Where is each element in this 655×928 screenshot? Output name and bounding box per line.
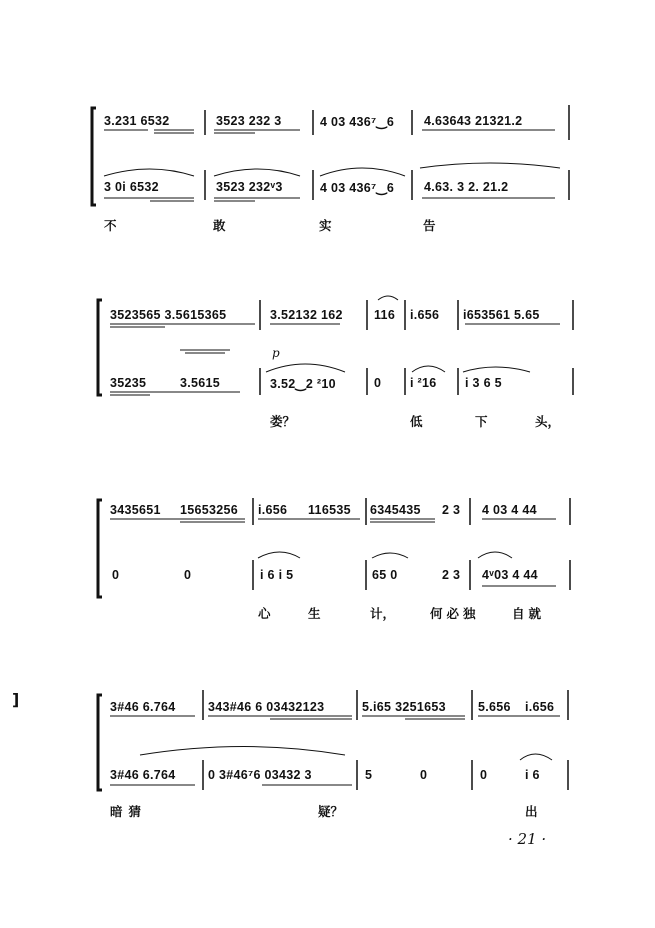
s3-lower-m3b: 2 3 <box>442 568 461 582</box>
s3-lower-m2: i 6 i 5 <box>260 568 294 582</box>
page-number: · 21 · <box>508 830 547 848</box>
s1-lyric-3: 实 <box>319 218 332 233</box>
s3-upper-m3b: 2 3 <box>442 503 461 517</box>
margin-bracket: ] <box>12 690 20 709</box>
s1-lower-m1: 3 0i 6532 <box>104 180 159 194</box>
s2-upper-m3: 116 <box>374 308 396 322</box>
s2-upper-m5: i653561 5.65 <box>463 308 540 322</box>
s2-upper-m2: 3.52132 162 <box>270 308 343 322</box>
s3-lower-m1: 0 <box>112 568 120 582</box>
s3-lower-m3: 65 0 <box>372 568 398 582</box>
s4-upper-m4b: i.656 <box>525 700 555 714</box>
s2-lyric-2: 低 <box>410 414 423 429</box>
s3-lyric-3: 计， <box>370 606 396 621</box>
s2-lyric-3: 下 <box>475 414 488 429</box>
s4-upper-m1: 3#46 6.764 <box>110 700 176 714</box>
s2-lyric-4: 头， <box>535 414 561 429</box>
s2-lower-m2: 3.52‿2 ²10 <box>270 377 336 391</box>
s3-upper-m1b: 15653256 <box>180 503 239 517</box>
s4-lyric-2: 疑？ <box>318 804 344 819</box>
s1-lyric-2: 敢 <box>213 218 226 233</box>
s4-lower-m3b: 0 <box>420 768 428 782</box>
s2-lower-m5: i 3 6 5 <box>465 376 502 390</box>
s3-lyric-4: 何必独 <box>430 606 480 621</box>
s2-lower-m1b: 3.5615 <box>180 376 221 390</box>
s2-lyric-1: 娄？ <box>270 414 296 429</box>
s3-upper-m3: 6345435 <box>370 503 421 517</box>
s1-upper-m3: 4 03 436⁷‿6 <box>320 115 395 129</box>
s4-lower-m4: 0 <box>480 768 488 782</box>
s2-lower-m3: 0 <box>374 376 382 390</box>
s4-lower-m3: 5 <box>365 768 373 782</box>
s1-lower-m3: 4 03 436⁷‿6 <box>320 181 395 195</box>
s3-lyric-5: 自就 <box>512 606 546 621</box>
s3-upper-m4: 4 03 4 44 <box>482 503 537 517</box>
s1-lyric-4: 告 <box>423 218 436 233</box>
s3-lyric-1: 心 <box>258 606 271 621</box>
s1-lower-m4: 4.63. 3 2. 21.2 <box>424 180 509 194</box>
s1-lower-m2: 3523 232ᵛ3 <box>216 180 283 194</box>
s3-upper-m2b: 116535 <box>308 503 351 517</box>
s4-lyric-1: 暗猜 <box>110 804 148 819</box>
s2-lower-m1: 35235 <box>110 376 147 390</box>
s1-upper-m2: 3523 232 3 <box>216 114 282 128</box>
s4-lower-m1: 3#46 6.764 <box>110 768 176 782</box>
s2-lower-m4: i ²16 <box>410 376 437 390</box>
s4-lower-m4b: i 6 <box>525 768 540 782</box>
s1-lyric-1: 不 <box>104 218 117 233</box>
s1-upper-m4: 4.63643 21321.2 <box>424 114 523 128</box>
s1-upper-m1: 3.231 6532 <box>104 114 170 128</box>
s4-upper-m2: 343#46 6 03432123 <box>208 700 325 714</box>
s3-upper-m2: i.656 <box>258 503 288 517</box>
s2-upper-m1: 3523565 3.5615365 <box>110 308 227 322</box>
s4-upper-m4: 5.656 <box>478 700 511 714</box>
s3-lower-m4: 4ᵛ03 4 44 <box>482 568 538 582</box>
s2-upper-m4: i.656 <box>410 308 440 322</box>
s3-lower-m1b: 0 <box>184 568 192 582</box>
s3-upper-m1: 3435651 <box>110 503 161 517</box>
s4-lyric-3: 出 <box>525 804 538 819</box>
s4-lower-m2: 0 3#46⁷6 03432 3 <box>208 768 312 782</box>
s3-lyric-2: 生 <box>308 606 321 621</box>
s4-upper-m3: 5.i65 3251653 <box>362 700 446 714</box>
dynamic-marking: p <box>272 346 280 360</box>
